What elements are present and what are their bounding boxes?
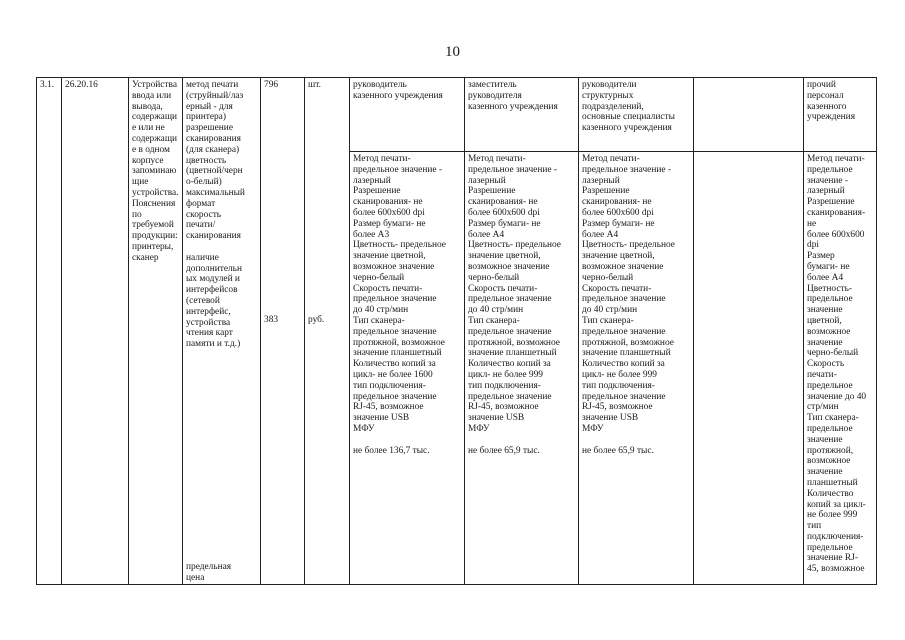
okei-code-rubles: 383	[264, 314, 279, 325]
unit-pieces: шт.	[308, 80, 321, 90]
price-label: предельная цена	[186, 562, 232, 584]
values-department-heads: Метод печати- предельное значение - лазерный Разрешение сканирования- не более 600x600 dpi Размер бумаги- не более А4 Цветность- предельное значение цветной, возможное значение черно-белый Скорость печати- предельное значение до 40 стр/мин Тип сканера- предельное значение протяжной, возможное значение планшетный Количество копий за цикл- не более 999 тип подключения- предельное значение RJ-45, возможное значение USB МФУ не более 65,9 тыс.	[579, 152, 694, 585]
product-description: Устройства ввода или вывода, содержащи е или не содержащи е в одном корпусе запоминаю щие устройства. Пояснения по требуемой продукции: принтеры, сканер	[129, 78, 183, 585]
row-index: 3.1.	[37, 78, 62, 585]
values-other-staff: Метод печати- предельное значение - лазерный Разрешение сканирования- не более 600x600 dpi Размер бумаги- не более А4 Цветность- предельное значение цветной, возможное значение черно-белый Скорость печати- предельное значение до 40 стр/мин Тип сканера- предельное значение протяжной, возможное значение планшетный Количество копий за цикл- не более 999 тип подключения- предельное значение RJ- 45, возможное	[804, 152, 877, 585]
characteristics-list: метод печати (струйный/лаз ерный - для принтера) разрешение сканирования (для сканера) цветность (цветной/черн о-белый) максимальный формат скорость печати/ сканирования наличие дополнительн ых модулей и интерфейсов (сетевой интерфейс, устройства чтения карт памяти и т.д.)	[186, 80, 245, 350]
values-head: Метод печати- предельное значение - лазерный Разрешение сканирования- не более 600x600 dpi Размер бумаги- не более А3 Цветность- предельное значение цветной, возможное значение черно-белый Скорость печати- предельное значение до 40 стр/мин Тип сканера- предельное значение протяжной, возможное значение планшетный Количество копий за цикл- не более 1600 тип подключения- предельное значение RJ-45, возможное значение USB МФУ не более 136,7 тыс.	[350, 152, 465, 585]
unit-rubles: руб.	[308, 314, 325, 325]
values-empty	[694, 152, 804, 585]
okei-code-pieces: 796	[264, 80, 279, 90]
unit-cell	[305, 78, 350, 585]
okei-code-cell	[261, 78, 305, 585]
page-number: 10	[445, 44, 460, 60]
position-head: руководитель казенного учреждения	[350, 78, 465, 152]
requirements-table	[36, 77, 877, 585]
position-department-heads: руководители структурных подразделений, основные специалисты казенного учреждения	[579, 78, 694, 152]
row-code: 26.20.16	[62, 78, 129, 585]
values-deputy: Метод печати- предельное значение - лазерный Разрешение сканирования- не более 600x600 dpi Размер бумаги- не более А4 Цветность- предельное значение цветной, возможное значение черно-белый Скорость печати- предельное значение до 40 стр/мин Тип сканера- предельное значение протяжной, возможное значение планшетный Количество копий за цикл- не более 999 тип подключения- предельное значение RJ-45, возможное значение USB МФУ не более 65,9 тыс.	[465, 152, 579, 585]
position-deputy: заместитель руководителя казенного учреждения	[465, 78, 579, 152]
position-other-staff: прочий персонал казенного учреждения	[804, 78, 877, 152]
characteristics-cell	[183, 78, 261, 585]
position-empty	[694, 78, 804, 152]
